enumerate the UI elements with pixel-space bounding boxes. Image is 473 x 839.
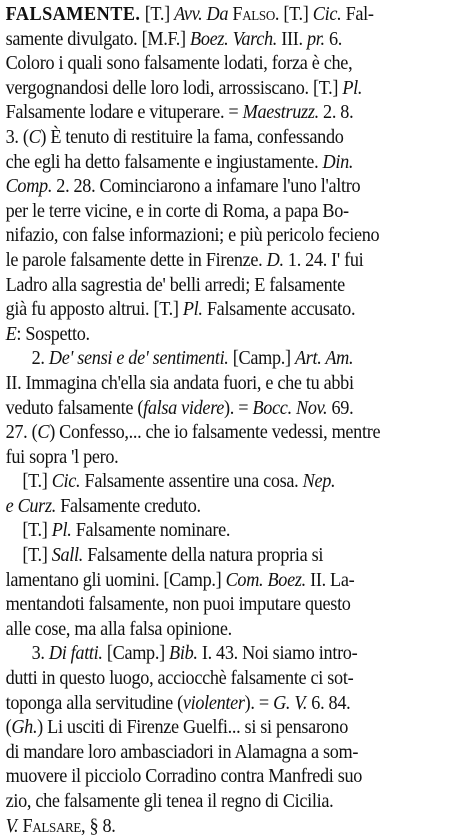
italic-citation: Comp.	[5, 176, 53, 198]
text-run: 27. (	[5, 422, 38, 444]
italic-citation: Gh.	[11, 717, 38, 739]
entry-line	[6, 741, 433, 766]
italic-citation: Nep.	[302, 471, 336, 493]
entry-line	[6, 224, 433, 249]
text-run: veduto falsamente (	[5, 397, 144, 419]
text-run: Falsamente lodare e vituperare. =	[5, 102, 243, 124]
text-run: Falsamente assentire una cosa.	[80, 471, 303, 493]
italic-citation: pr.	[306, 28, 325, 50]
entry-line	[6, 446, 433, 471]
text-run: ) Confesso,... che io falsamente vedessi, mentre	[49, 422, 381, 444]
text-run: mentandoti falsamente, non puoi imputare questo	[5, 594, 351, 616]
text-run: [T.]	[22, 520, 52, 542]
entry-line	[6, 77, 433, 102]
text-run: di mandare loro ambasciadori in Alamagna a som-	[5, 741, 359, 763]
text-run: muovere il picciolo Corradino contra Manfredi suo	[5, 766, 363, 788]
text-run: [T.]	[22, 545, 52, 567]
entry-line	[6, 716, 433, 741]
text-run: Ladro alla sagrestia de' belli arredi; E falsamente	[5, 274, 345, 296]
text-run: 1. 24. I' fui	[283, 249, 364, 271]
text-run: Falsamente creduto.	[55, 495, 201, 517]
italic-citation: G. V.	[273, 692, 308, 714]
text-run: [Camp.]	[228, 348, 295, 370]
italic-citation: D.	[266, 249, 284, 271]
entry-line	[6, 101, 433, 126]
text-run: nifazio, con false informazioni; e più pericolo fecieno	[5, 225, 380, 247]
italic-citation: Cic.	[312, 4, 342, 25]
text-run: 6.	[324, 28, 342, 50]
text-run: ) È tenuto di restituire la fama, confessando	[40, 126, 344, 148]
text-run: toponga alla servitudine (	[5, 692, 183, 714]
entry-line	[6, 249, 433, 274]
entry-line	[6, 397, 433, 422]
text-run: le parole falsamente dette in Firenze.	[5, 249, 267, 271]
text-run: fui sopra 'l pero.	[5, 446, 119, 468]
text-run: Falsamente nominare.	[71, 520, 231, 542]
text-run: lamentano gli uomini. [Camp.]	[5, 569, 226, 591]
italic-citation: V.	[5, 815, 19, 837]
text-run: 3.	[31, 643, 49, 665]
text-run: Falsamente accusato.	[202, 299, 356, 321]
text-run: ). =	[224, 397, 253, 419]
entry-line	[6, 519, 433, 544]
italic-citation: Di fatti.	[48, 643, 103, 665]
entry-line	[6, 323, 433, 348]
text-run: [T.]	[140, 4, 175, 25]
entry-line	[6, 298, 433, 323]
entry-line	[6, 593, 433, 618]
text-run: I. 43. Noi siamo intro-	[197, 643, 358, 665]
entry-line	[6, 200, 433, 225]
italic-citation: Din.	[322, 151, 354, 173]
text-run: . [T.]	[274, 4, 313, 25]
entry-line	[6, 569, 433, 594]
text-run: 69.	[327, 397, 354, 419]
text-run: Coloro i quali sono falsamente lodati, forza è che,	[5, 53, 353, 75]
text-run: 2. 28. Cominciarono a infamare l'uno l'altro	[52, 176, 361, 198]
text-run: vergognandosi delle loro lodi, arrossiscano. [T.]	[5, 77, 343, 99]
text-run: che egli ha detto falsamente e ingiustamente.	[5, 151, 323, 173]
small-caps-reference: Falso	[232, 4, 275, 25]
text-run: , § 8.	[81, 815, 116, 837]
entry-line	[6, 372, 433, 397]
small-caps-reference: Falsare	[22, 815, 82, 837]
text-run: zio, che falsamente gli tenea il regno di Cicilia.	[5, 791, 334, 812]
entry-line	[6, 175, 433, 200]
entry-line	[6, 3, 433, 28]
text-run: alle cose, ma alla falsa opinione.	[5, 618, 232, 640]
text-run: II. Immagina ch'ella sia andata fuori, e che tu abbi	[5, 372, 354, 394]
text-run: [T.]	[22, 471, 52, 493]
text-run: Falsamente della natura propria si	[83, 545, 324, 567]
entry-line	[6, 667, 433, 692]
text-run: 2.	[31, 348, 49, 370]
text-run: (	[5, 717, 12, 739]
italic-citation: C	[28, 126, 41, 148]
text-run: II. La-	[305, 569, 355, 591]
entry-line	[6, 28, 433, 53]
entry-line	[6, 790, 433, 815]
italic-citation: Art. Am.	[294, 348, 354, 370]
italic-citation: violenter	[182, 692, 245, 714]
text-run: 6. 84.	[307, 692, 351, 714]
italic-citation: Bib.	[169, 643, 198, 665]
entry-line	[6, 618, 433, 643]
entry-line	[6, 470, 433, 495]
italic-citation: Pl.	[182, 299, 203, 321]
text-run: ). =	[244, 692, 274, 714]
entry-line	[6, 765, 433, 790]
italic-citation: falsa videre	[143, 397, 225, 419]
italic-citation: Cic.	[51, 471, 81, 493]
entry-line	[6, 421, 433, 446]
text-run: Fal-	[341, 4, 374, 25]
text-run: ) Li usciti di Firenze Guelfi... si si pensarono	[37, 717, 348, 739]
italic-citation: Pl.	[342, 77, 363, 99]
text-run: già fu apposto altrui. [T.]	[5, 299, 183, 321]
italic-citation: Pl.	[51, 520, 72, 542]
entry-body	[6, 3, 433, 839]
italic-citation: Avv. Da	[174, 4, 233, 25]
entry-line	[6, 347, 433, 372]
italic-citation: Boez. Varch.	[190, 28, 278, 50]
italic-citation: Maestruzz.	[242, 102, 319, 124]
italic-citation: Com. Boez.	[225, 569, 306, 591]
italic-citation: Bocc. Nov.	[252, 397, 328, 419]
italic-citation: C	[37, 422, 50, 444]
entry-line	[6, 642, 433, 667]
text-run: [Camp.]	[102, 643, 170, 665]
entry-line	[6, 126, 433, 151]
entry-line	[6, 274, 433, 299]
text-run: III.	[277, 28, 307, 50]
text-run: 2. 8.	[318, 102, 354, 124]
headword: FALSAMENTE.	[5, 4, 141, 25]
text-run: dutti in questo luogo, acciocchè falsamente ci sot-	[5, 668, 354, 690]
entry-line	[6, 495, 433, 520]
entry-line	[6, 692, 433, 717]
text-run: 3. (	[5, 126, 29, 148]
text-run: per le terre vicine, e in corte di Roma, a papa Bo-	[5, 200, 349, 222]
italic-citation: De' sensi e de' sentimenti.	[48, 348, 229, 370]
entry-line	[6, 544, 433, 569]
text-run: : Sospetto.	[16, 323, 90, 345]
italic-citation: E	[5, 323, 17, 345]
entry-line	[6, 815, 433, 839]
entry-line	[6, 151, 433, 176]
entry-line	[6, 52, 433, 77]
italic-citation: Sall.	[51, 545, 84, 567]
text-run: samente divulgato. [M.F.]	[5, 28, 191, 50]
italic-citation: e Curz.	[5, 495, 56, 517]
